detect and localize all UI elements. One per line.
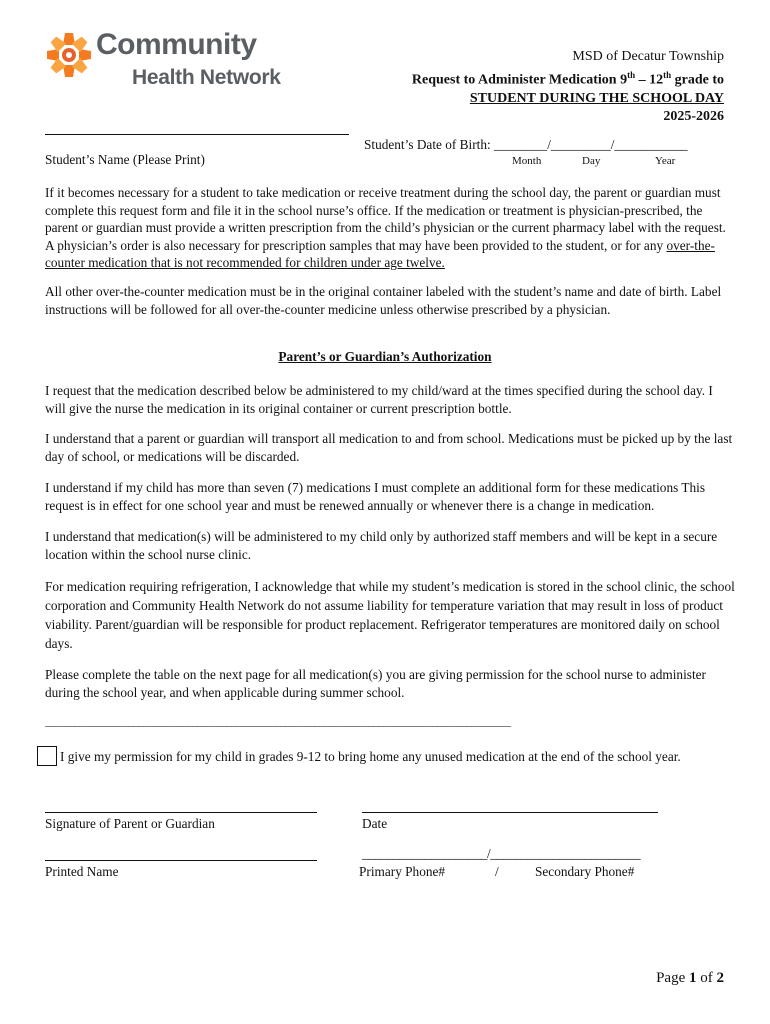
page-number: Page 1 of 2 xyxy=(656,970,724,986)
logo-text-community: Community xyxy=(96,28,257,61)
form-header xyxy=(412,48,724,126)
date-field[interactable] xyxy=(362,812,658,813)
intro-paragraph: If it becomes necessary for a student to take medication or receive treatment during the school day, the parent or guardian must complete this request form and file it in the school nurse’s office. If the medication or treatment is physician-prescribed, the parent or guardian must provide a written prescription from the child’s physician or the current pharmacy label with the request. A physician’s order is also necessary for prescription samples that may have been provided to the student, or for any over-the-counter medication that is not recommended for children under age twelve. xyxy=(45,185,726,271)
student-name-label: Student’s Name (Please Print) xyxy=(45,152,205,167)
district-name: MSD of Decatur Township xyxy=(572,49,724,64)
dob-field[interactable]: Student’s Date of Birth: ________/_________/___________ xyxy=(364,137,688,152)
primary-phone-label: Primary Phone# xyxy=(359,864,446,879)
starburst-logo-icon xyxy=(44,30,94,80)
dob-year-label: Year xyxy=(655,155,676,167)
authorization-paragraph-1: I request that the medication described below be administered to my child/ward at the times specified during the school day. I will give the nurse the medication in its original container or current prescription bottle. xyxy=(45,383,713,416)
unused-medication-checkbox[interactable] xyxy=(37,746,57,766)
phone-separator: / xyxy=(495,864,499,879)
student-name-field[interactable] xyxy=(45,134,349,135)
refrigeration-paragraph: For medication requiring refrigeration, I acknowledge that while my student’s medication is stored in the school clinic, the school corporation and Community Health Network do not assume liability for temperature variation that may result in loss of product viability. Parent/guardian will be responsible for product replacement. Refrigerator temperatures are monitored daily on school days. xyxy=(45,579,735,651)
printed-name-field[interactable] xyxy=(45,860,317,861)
signature-label: Signature of Parent or Guardian xyxy=(45,816,215,831)
school-year: 2025-2026 xyxy=(663,108,724,124)
unused-medication-label: I give my permission for my child in grades 9-12 to bring home any unused medication at the end of the school year. xyxy=(60,749,681,764)
dob-day-label: Day xyxy=(582,155,601,167)
community-health-network-logo xyxy=(44,28,294,94)
form-title: Request to Administer Medication 9th – 12th grade to xyxy=(411,70,724,88)
table-instruction-paragraph: Please complete the table on the next page for all medication(s) you are giving permission for the school nurse to administer during the school year, and when applicable during summer school. xyxy=(45,667,706,700)
authorization-title: Parent’s or Guardian’s Authorization xyxy=(278,349,492,364)
secondary-phone-label: Secondary Phone# xyxy=(535,864,635,879)
phone-fields[interactable]: ____________________/________________________ xyxy=(362,846,641,861)
dob-month-label: Month xyxy=(512,155,542,167)
logo-text-health-network: Health Network xyxy=(132,66,281,89)
form-subtitle: STUDENT DURING THE SCHOOL DAY xyxy=(469,90,724,106)
otc-paragraph: All other over-the-counter medication must be in the original container labeled with the student’s name and date of birth. Label instructions will be followed for all over-the-counter medicine unless otherwise prescribed by a physician. xyxy=(45,284,722,317)
authorization-paragraph-4: I understand that medication(s) will be administered to my child only by authorized staff members and will be kept in a secure location within the school nurse clinic. xyxy=(45,529,718,562)
separator-line: _______________________________________________________________________________________________ xyxy=(45,716,511,728)
printed-name-label: Printed Name xyxy=(45,864,119,879)
authorization-paragraph-3: I understand if my child has more than seven (7) medications I must complete an additional form for these medications This request is in effect for one school year and must be renewed annually or whenever there is a change in medication. xyxy=(45,480,705,513)
signature-field[interactable] xyxy=(45,812,317,813)
authorization-paragraph-2: I understand that a parent or guardian will transport all medication to and from school. Medications must be picked up by the last day of school, or medications will be discarded. xyxy=(45,431,733,464)
date-label: Date xyxy=(362,816,388,831)
